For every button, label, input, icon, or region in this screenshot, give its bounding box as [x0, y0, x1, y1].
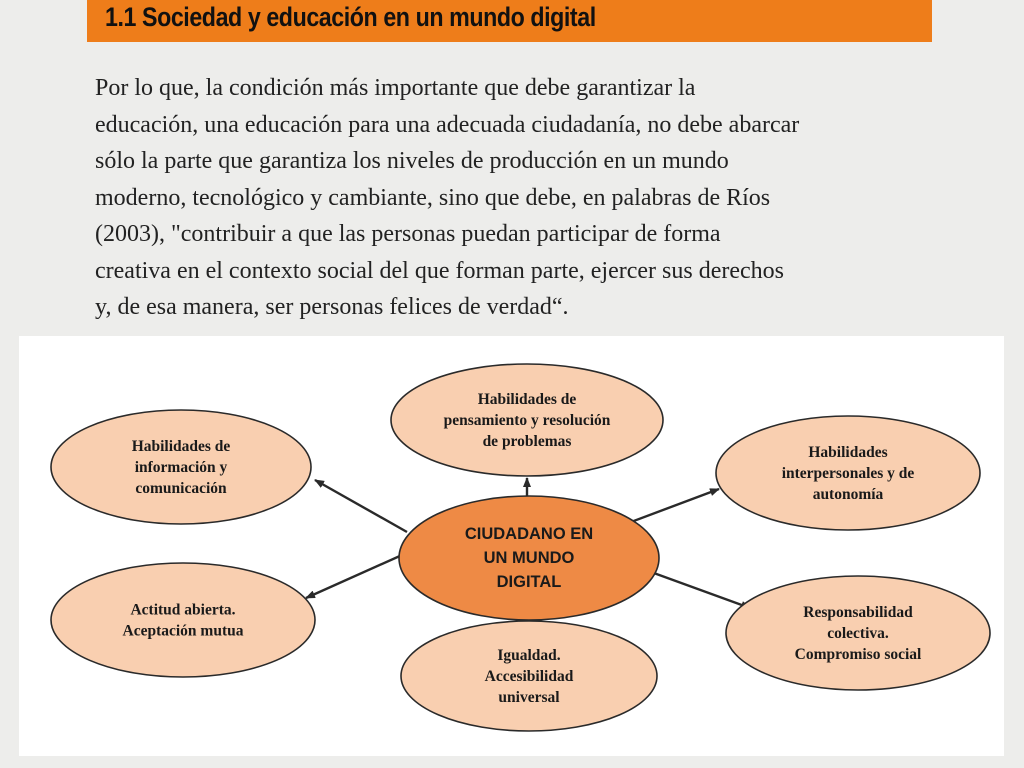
node-label-line: comunicación	[135, 480, 227, 497]
node-label-line: Habilidades de	[477, 391, 577, 408]
center-label-line: UN MUNDO	[483, 549, 575, 567]
node-pensamiento	[391, 364, 663, 476]
node-label-line: Responsabilidad	[803, 604, 913, 621]
node-label-line: interpersonales y de	[781, 465, 915, 482]
body-paragraph: Por lo que, la condición más importante que debe garantizar la educación, una educación para una adecuada ciudadanía, no debe abarcar sólo la parte que garantiza los niveles de producción en un mundo moderno, tecnológico y cambiante, sino que debe, en palabras de Ríos (2003), "contribuir a que las personas puedan participar de forma creativa en el contexto social del que forman parte, ejercer sus derechos y, de esa manera, ser personas felices de verdad“.	[95, 75, 800, 320]
node-label-line: universal	[498, 689, 560, 706]
center-label-line: DIGITAL	[496, 573, 562, 591]
node-label-line: información y	[134, 459, 228, 476]
node-label-line: pensamiento y resolución	[443, 412, 611, 429]
title-bar	[87, 0, 932, 42]
node-info	[51, 410, 311, 524]
node-label-line: colectiva.	[827, 625, 889, 642]
arrow-to-interpersonales	[631, 489, 719, 522]
arrow-to-responsabilidad	[651, 572, 750, 608]
node-igualdad	[401, 621, 657, 731]
node-responsabilidad	[726, 576, 990, 690]
node-label-line: autonomía	[812, 486, 884, 503]
arrow-to-info	[315, 480, 407, 532]
node-label-line: Aceptación mutua	[122, 622, 244, 640]
node-interpersonales	[716, 416, 980, 530]
arrow-to-actitud	[306, 551, 411, 598]
diagram-panel	[19, 336, 1004, 756]
node-label-line: Igualdad.	[497, 647, 561, 664]
node-label-line: Habilidades de	[131, 438, 231, 455]
node-label-line: Habilidades	[808, 444, 888, 461]
center-node	[399, 496, 659, 620]
node-label-line: Accesibilidad	[484, 668, 574, 685]
slide-title: 1.1 Sociedad y educación en un mundo digital	[105, 2, 596, 32]
node-label-line: Actitud abierta.	[130, 601, 236, 619]
node-ellipse	[51, 563, 315, 677]
node-label-line: de problemas	[482, 433, 572, 450]
center-label-line: CIUDADANO EN	[464, 525, 594, 543]
node-actitud	[51, 563, 315, 677]
node-label-line: Compromiso social	[794, 646, 922, 663]
concept-diagram	[19, 336, 1004, 756]
